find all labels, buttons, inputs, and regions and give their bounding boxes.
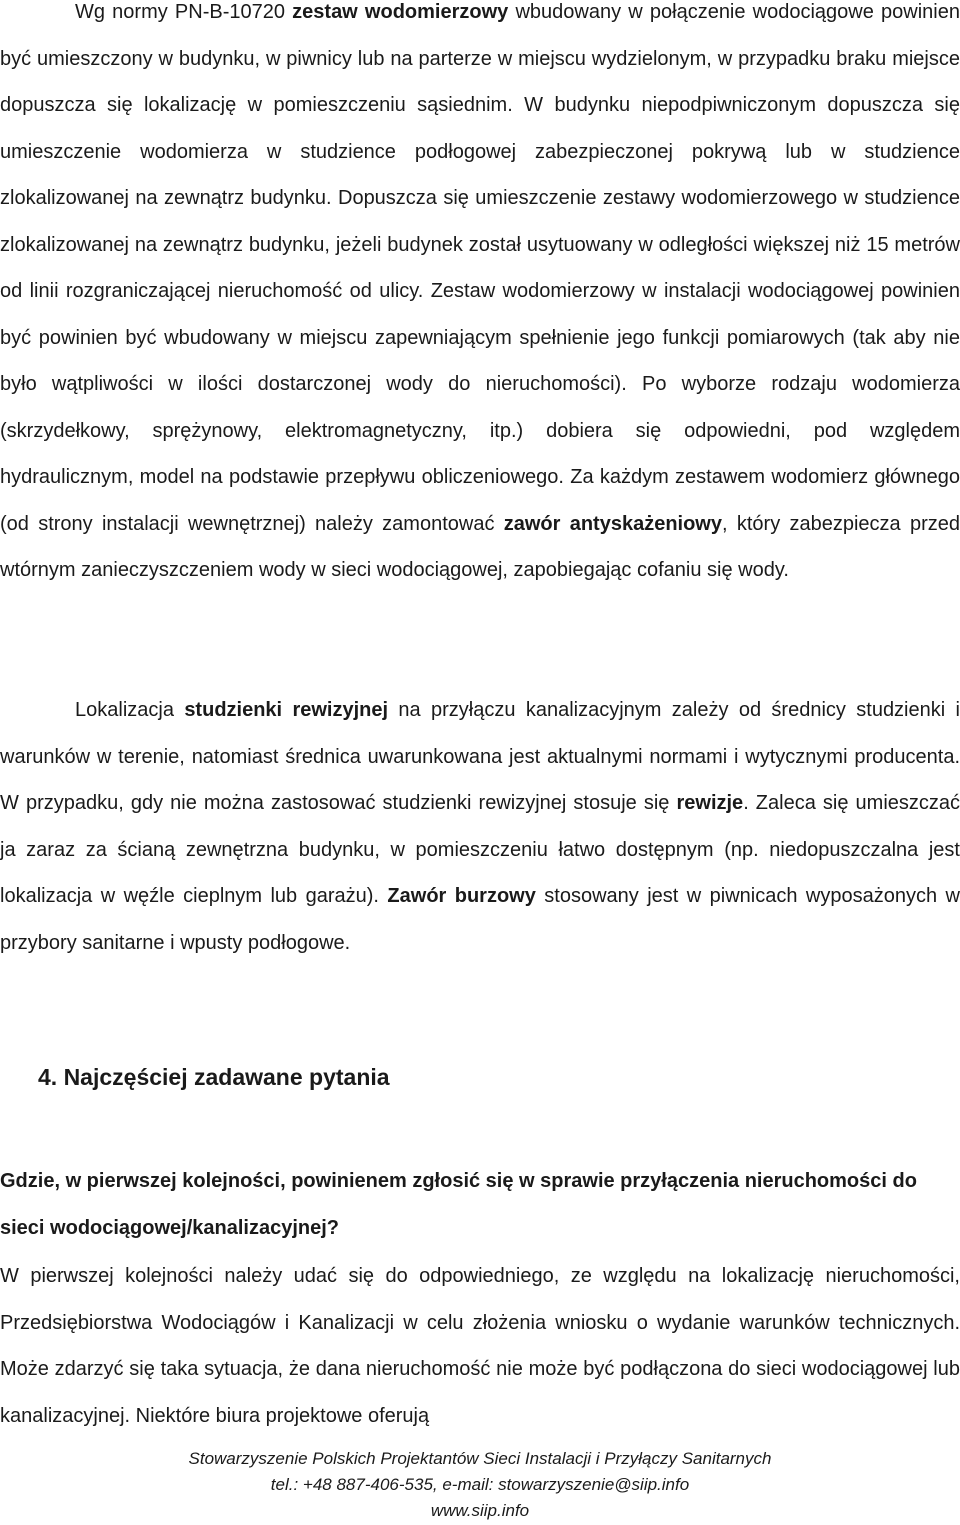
text: wbudowany w połączenie wodociągowe powinien być umieszczony w budynku, w piwnicy lub na parterze w miejscu wydzielonym, w przypadku braku miejsce dopuszcza się lokalizację w pomieszczeniu sąsiednim. W budynku niepodpiwniczonym dopuszcza się umieszczenie wodomierza w studzience podłogowej zabezpieczonej pokrywą lub w studzience zlokalizowanej na zewnątrz budynku. Dopuszcza się umieszczenie zestawy wodomierzowego w studzience zlokalizowanej na zewnątrz budynku, jeżeli budynek został usytuowany w odległości większej niż 15 metrów od linii rozgraniczającej nieruchomość od ulicy. Zestaw wodomierzowy w instalacji wodociągowej powinien być powinien być wbudowany w miejscu zapewniającym spełnienie jego funkcji pomiarowych (tak aby nie było wątpliwości w ilości dostarczonej wody do nieruchomości). Po wyborze rodzaju wodomierza (skrzydełkowy, sprężynowy, elektromagnetyczny, itp.) dobiera się odpowiedni, pod względem hydraulicznym, model na podstawie przepływu obliczeniowego. Za każdym zestawem wodomierz głównego (od strony instalacji wewnętrznej) należy zamontować — [0, 1, 960, 535]
text: na przyłączu kanalizacyjnym zależy od średnicy studzienki i warunków w terenie, natomiast średnica uwarunkowana jest aktualnymi normami i wytycznymi producenta. W przypadku, gdy nie można zastosować studzienki rewizyjnej stosuje się — [0, 699, 960, 814]
text: Lokalizacja — [75, 699, 185, 721]
text: Wg normy PN-B-10720 — [75, 1, 293, 23]
text: . Zaleca się umieszczać ja zaraz za ścianą zewnętrzna budynku, w pomieszczeniu łatwo dostępnym (np. niedopuszczalna jest lokalizacja w węźle cieplnym lub garażu). — [0, 792, 960, 907]
faq-answer: W pierwszej kolejności należy udać się do odpowiedniego, ze względu na lokalizację nieruchomości, Przedsiębiorstwa Wodociągów i Kanalizacji w celu złożenia wniosku o wydanie warunków technicznych. Może zdarzyć się taka sytuacja, że dana nieruchomość nie może być podłączona do sieci wodociągowej lub kanalizacyjnej. Niektóre biura projektowe oferują — [0, 1265, 960, 1427]
footer-website: www.siip.info — [430, 1501, 530, 1520]
bold-term: rewizje — [676, 792, 744, 814]
text: , który zabezpiecza przed wtórnym zanieczyszczeniem wody w sieci wodociągowej, zapobiegając cofaniu się wody. — [0, 512, 960, 581]
text: stosowany jest w piwnicach wyposażonych w przybory sanitarne i wpusty podłogowe. — [0, 885, 960, 954]
footer-organization: Stowarzyszenie Polskich Projektantów Sieci Instalacji i Przyłączy Sanitarnych — [188, 1449, 772, 1468]
footer-contact: tel.: +48 887-406-535, e-mail: stowarzyszenie@siip.info — [270, 1475, 690, 1494]
section-heading: 4. Najczęściej zadawane pytania — [38, 1064, 390, 1090]
paragraph-water-meter — [0, 0, 960, 594]
faq-question: Gdzie, w pierwszej kolejności, powinienem zgłosić się w sprawie przyłączenia nieruchomości do sieci wodociągowej/kanalizacyjnej? — [0, 1170, 917, 1239]
paragraph-inspection-well — [0, 687, 960, 966]
page-footer — [0, 1446, 960, 1524]
bold-term: Zawór burzowy — [387, 885, 536, 907]
bold-term: studzienki rewizyjnej — [184, 699, 389, 721]
bold-term: zestaw wodomierzowy — [292, 1, 509, 23]
bold-term: zawór antyskażeniowy — [503, 512, 722, 535]
